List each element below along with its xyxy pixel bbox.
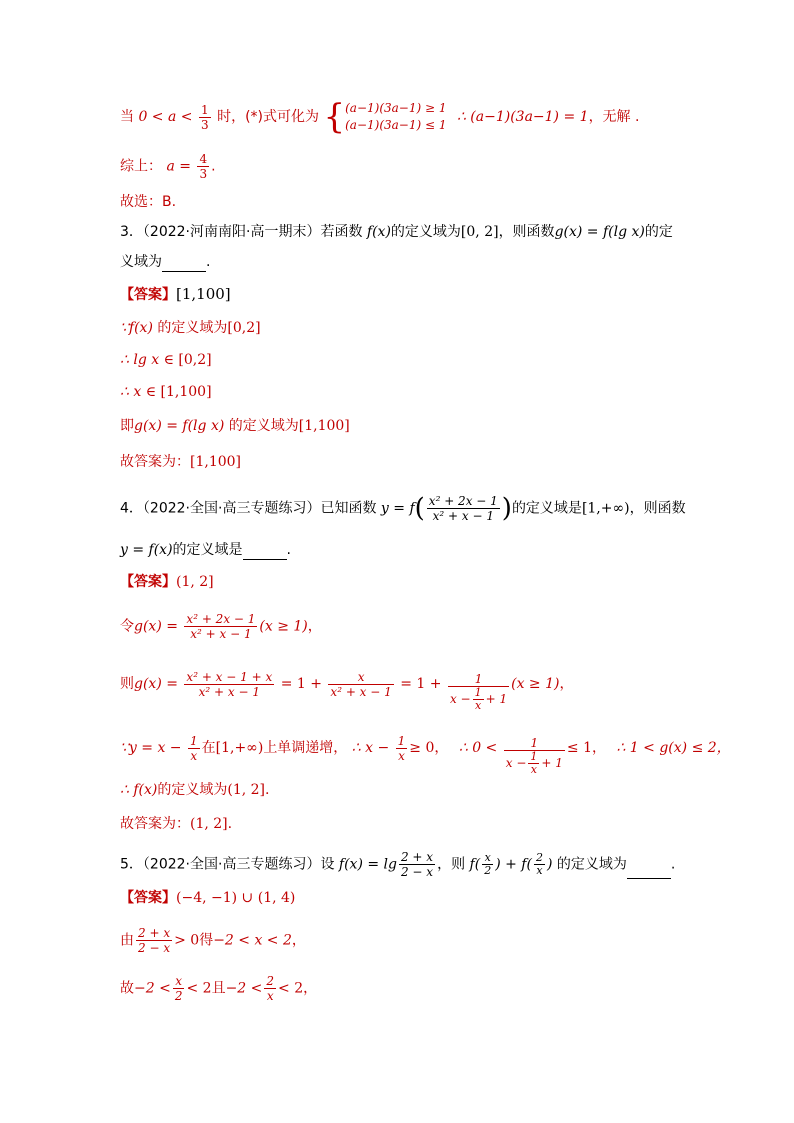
question-3 [120,222,673,242]
fraction-four-thirds [197,152,209,181]
frac-num: 1 [448,672,509,687]
math: ≥ 0， [409,740,449,756]
choice-text: 故选：B. [120,194,177,210]
line-choice [120,192,176,212]
text: ， [559,676,574,692]
frac-num: 2 + x [138,926,171,940]
question-4-line-2 [120,540,291,560]
math: [1,+∞) [215,740,264,756]
frac-num: 4 [199,152,208,166]
math: y = f [380,500,415,517]
answer-5-step-1 [120,926,306,955]
frac-den: x² + x − 1 [190,627,252,641]
math: x − [449,692,471,706]
text: 故答案为： [120,454,190,470]
q-text: 义域为 [120,254,162,270]
frac-den [448,687,509,712]
frac-den: 3 [199,167,208,181]
math: > 0 [174,932,200,949]
math: −2 < x < 2 [213,932,292,949]
q-text: 已知函数 [320,500,377,517]
conclusion-equation: ∴ (a−1)(3a−1) = 1 [456,109,589,125]
text: 则 [120,676,134,692]
question-3-line-2 [120,252,210,272]
q-text: 的定 [644,224,673,240]
frac-num: x² + 2x − 1 [428,494,498,508]
math-fx: f(x) [366,224,391,240]
question-5 [120,850,675,879]
math: g(x) = f(lg x) [134,418,225,434]
math: + 1 [485,692,508,706]
math: [0,2] [227,320,261,336]
period: . [286,542,291,558]
answer-3-step-3 [120,382,212,402]
text: 即 [120,418,134,434]
answer-value: (1, 2] [176,574,214,590]
frac-num: 1 [530,750,538,763]
frac-num: x [482,852,493,865]
math: ) [546,856,553,873]
answer-3 [120,284,231,305]
answer-label: 【答案】 [120,890,176,906]
frac-den: x [536,864,543,877]
frac-num: x² + x − 1 + x [186,669,273,684]
q-text: ，则函数 [629,500,686,517]
summary-expr: a = [166,158,191,175]
answer-4-step-3 [120,728,731,776]
frac-num: 1 [474,686,482,699]
line-case-a-range [120,97,640,137]
frac-den: 2 − x [138,941,171,955]
math: −2 < [225,980,263,997]
math: ∴ x ∈ [120,384,157,400]
frac-den: x [398,748,405,763]
math: ∴ 1 < g(x) ≤ 2， [616,740,731,756]
text: 由 [120,932,134,949]
math: ∴ 0 < [458,740,498,756]
fraction [184,670,274,699]
question-number: 3． [120,224,143,240]
frac-num: 1 [504,736,565,751]
math: g(x) = [134,676,178,692]
answer-3-step-2 [120,350,212,370]
answer-5-step-2 [120,974,317,1003]
fraction-one-third [199,103,211,132]
text: 且 [211,980,226,997]
math: (1, 2]. [227,782,270,798]
system-line-1: (a−1)(3a−1) ≥ 1 [345,101,447,115]
question-source: （2022·河南南阳·高一期末） [142,224,321,240]
inequality-system [345,100,446,134]
answer-3-step-1 [120,318,261,338]
question-source: （2022·全国·高三专题练习） [142,500,321,517]
math: < 2 [186,980,212,997]
math: < 2 [278,980,304,997]
frac-num: 2 [266,974,275,988]
text: 故答案为： [120,816,190,832]
answer-4-step-2 [120,664,574,712]
math: ∵f(x) [120,320,153,336]
nested-fraction [504,736,565,776]
line-summary [120,152,216,181]
frac-den: 2 [174,989,183,1003]
frac-den: x [530,763,537,776]
math: f(x) = lg [338,856,397,873]
math: ≤ 1， [566,740,606,756]
math: (x ≥ 1) [259,618,308,635]
fraction [136,926,172,955]
math-domain: [0, 2] [460,224,499,240]
inner-fraction [473,687,484,712]
frac-num: 1 [189,733,198,748]
frac-den [504,751,565,776]
text: ， [291,932,306,949]
text: 故 [120,980,134,997]
frac-num: x [173,974,185,989]
text-no-solution: ，无解 . [588,109,640,125]
frac-num: 1 [397,733,406,748]
math: = 1 + [400,676,442,692]
text: 令 [120,618,134,635]
system-brace: { [323,97,346,137]
answer-4-step-1 [120,612,322,641]
fraction [482,852,493,877]
question-source: （2022·全国·高三专题练习） [142,856,321,873]
frac-den: x [475,699,482,712]
math: x − [505,756,527,770]
period: . [211,158,216,175]
q-text: 设 [320,856,335,873]
frac-den: 3 [200,117,209,132]
answer-blank [627,864,671,879]
math: ∵y = x − [120,740,182,756]
math: ) + f( [495,856,532,873]
math: [1,+∞) [581,500,630,517]
math: ∴ f(x) [120,782,158,798]
frac-den: x [190,748,198,763]
math: −2 < [134,980,171,997]
frac-num: 1 [200,102,209,117]
answer-5 [120,888,295,908]
frac-den: x [266,989,274,1003]
q-text: 的定义域是 [172,542,243,558]
frac-den: x² + x − 1 [330,684,392,699]
answer-3-final [120,452,241,472]
fraction [399,850,435,879]
frac-num: 2 + x [400,850,434,864]
fraction [264,974,276,1003]
fraction [427,494,500,523]
ineq-a-range: 0 < a < [138,109,193,125]
fraction [534,852,545,877]
answer-blank [162,257,206,272]
answer-4-step-4 [120,780,269,800]
system-line-2: (a−1)(3a−1) ≤ 1 [345,118,447,132]
text: 得 [199,932,214,949]
question-number: 5． [120,856,143,873]
math: [0,2] [178,352,212,368]
period: . [206,254,211,270]
text-when: 当 [120,109,134,125]
q-text: 若函数 [320,224,363,240]
nested-fraction [448,672,509,712]
q-text: 的定义域是 [511,500,582,517]
math: ∴ x − [351,740,390,756]
q-text: ，则函数 [498,224,555,240]
math-gx: g(x) = f(lg x) [554,224,645,240]
math: f( [469,856,481,873]
answer-label: 【答案】 [120,287,176,303]
frac-den: 2 − x [400,865,434,879]
q-text: 的定义域为 [390,224,461,240]
math: y = f(x) [120,542,173,558]
math: g(x) = [134,618,178,635]
fraction [184,612,257,641]
frac-den: 2 [484,864,492,877]
math: [1,100] [190,454,242,470]
inner-fraction [528,751,539,776]
text: 的定义域为 [228,418,299,434]
text: 上单调递增， [263,740,348,756]
answer-4-final [120,814,232,834]
frac-num: x [328,670,393,685]
paren-close: ) [501,493,512,524]
paren-open: ( [414,493,425,524]
math: [1,100] [298,418,350,434]
text-simplify: 时，(*)式可化为 [217,109,320,125]
text: 的定义域为 [157,320,228,336]
frac-den: x² + x − 1 [432,509,494,523]
math: + 1 [541,756,563,770]
summary-label: 综上： [120,158,162,175]
text: 的定义域为 [157,782,228,798]
fraction [173,974,185,1003]
text: ， [303,980,318,997]
frac-den: x² + x − 1 [198,684,260,699]
math: = 1 + [280,676,322,692]
frac-num: 2 [535,851,543,864]
text: ， [307,618,322,635]
period: . [670,856,676,873]
q-text: 的定义域为 [556,856,627,873]
math: ∴ lg x ∈ [120,352,174,368]
answer-value: (−4, −1) ∪ (1, 4) [176,890,296,906]
q-text: ，则 [437,856,466,873]
answer-blank [243,545,287,560]
math: (x ≥ 1) [511,676,560,692]
math: [1,100] [160,384,212,400]
question-number: 4． [120,500,143,517]
fraction [328,670,393,699]
answer-label: 【答案】 [120,574,176,590]
text: 在 [201,740,216,756]
answer-3-step-4 [120,416,350,436]
math: (1, 2]. [190,816,233,832]
fraction [396,734,408,763]
answer-value: [1,100] [176,285,231,303]
answer-4 [120,572,214,592]
question-4 [120,494,686,523]
fraction [188,734,200,763]
frac-num: x² + 2x − 1 [186,612,256,626]
